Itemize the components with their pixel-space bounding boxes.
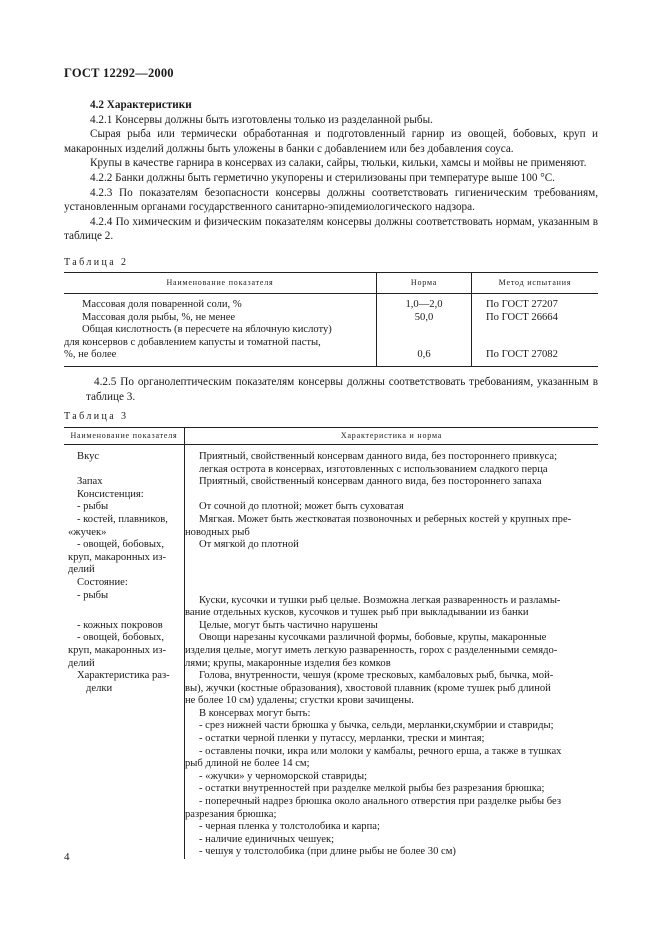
table-row — [64, 324, 598, 366]
paragraph: 4.2.2 Банки должны быть герметично укупорены и стерилизованы при температуре выше 100 °С. — [90, 171, 555, 184]
row-value — [185, 632, 599, 670]
table-header: Норма — [377, 273, 472, 294]
cell-line: круп, макаронных из- — [68, 551, 166, 563]
cell-line: %, не более — [64, 349, 117, 361]
table-2-caption: Таблица 2 — [64, 257, 129, 268]
list-item: - «жучки» у черноморской ставриды; — [199, 770, 368, 782]
table-cell: 50,0 — [377, 312, 472, 325]
table-row — [64, 632, 598, 670]
paragraph: Сырая рыба или термически обработанная и подготовленный гарнир из овощей, бобовых, круп и макаронных изделий должны быть уложены в банки с добавлением или без добавления соуса. — [64, 128, 598, 155]
section-title: 4.2 Характеристики — [90, 99, 192, 111]
table-header: Наименование показателя — [64, 273, 377, 294]
cell-line: лями; крупы, макаронные изделия без комков — [185, 657, 391, 669]
cell-line: Консистенция: — [77, 488, 144, 500]
table-cell: По ГОСТ 26664 — [472, 312, 599, 325]
cell-line: Приятный, свойственный консервам данного вида, без постороннего привкуса; — [199, 451, 558, 462]
table-row — [64, 476, 598, 501]
cell-line: - овощей, бобовых, — [77, 539, 164, 551]
table-cell: 1,0—2,0 — [377, 294, 472, 312]
row-label: Вкус — [77, 451, 100, 462]
cell-line: не более 10 см) удалены; сгустки крови зачищены. — [185, 695, 414, 707]
cell-line: Общая кислотность (в пересчете на яблочную кислоту) — [82, 324, 332, 336]
paragraph: 4.2.5 По органолептическим показателям консервы должны соответствовать требованиям, указанным в таблице 3. — [86, 376, 598, 403]
list-item: - чешуя у толстолобика (при длине рыбы не более 30 см) — [199, 846, 456, 858]
table-cell: 0,6 — [377, 324, 472, 366]
row-label — [64, 514, 185, 539]
document-id: ГОСТ 12292—2000 — [64, 66, 174, 80]
row-label: - рыбы — [77, 589, 109, 601]
table-cell: Массовая доля поваренной соли, % — [82, 299, 242, 310]
paragraph: 4.2.3 По показателям безопасности консервы должны соответствовать гигиеническим требованиям, установленным органами государственного санитарно-эпидемиологического надзора. — [64, 186, 598, 214]
cell-line: «жучек» — [68, 526, 107, 538]
row-value: Приятный, свойственный консервам данного вида, без постороннего запаха — [185, 476, 599, 501]
table-row — [64, 501, 598, 514]
cell-line: вание отдельных кусков, кусочков и тушек рыб при выкладывании из банки — [185, 607, 529, 619]
list-item: - поперечный надрез брюшка около анального отверстия при разделке рыбы без — [199, 796, 562, 808]
table-header: Характеристика и норма — [185, 428, 599, 445]
cell-line: Характеристика раз- — [77, 670, 170, 682]
paragraph: 4.2.4 По химическим и физическим показателям консервы должны соответствовать нормам, указанным в таблице 2. — [64, 215, 598, 243]
cell-line: - костей, плавников, — [77, 513, 168, 525]
row-value — [185, 445, 599, 477]
table-row — [64, 445, 598, 477]
table-cell: По ГОСТ 27082 — [472, 324, 599, 366]
table-3-caption: Таблица 3 — [64, 411, 129, 422]
row-label — [64, 539, 185, 589]
table-row — [64, 539, 598, 589]
table-row — [64, 312, 598, 325]
table-row — [64, 514, 598, 539]
table-row — [64, 620, 598, 633]
page-number: 4 — [64, 851, 70, 863]
table-header: Метод испытания — [472, 273, 599, 294]
row-label: - кожных покровов — [77, 619, 163, 631]
section-text — [64, 98, 598, 244]
row-value: От сочной до плотной; может быть суховатая — [185, 501, 599, 514]
list-item-cont: рыб длиной не более 14 см; — [185, 758, 310, 770]
cell-line: Мягкая. Может быть жестковатая позвоночных и реберных костей у крупных пре- — [199, 513, 572, 525]
cell-line: делий — [68, 564, 95, 576]
row-label — [64, 632, 185, 670]
cell-line: вы), жучки (костные образования), хвостовой плавник (кроме тушек рыб длиной — [185, 682, 551, 694]
cell-line: для консервов с добавлением капусты и томатной пасты, — [64, 336, 321, 348]
table-row — [64, 670, 598, 859]
list-item: - остатки внутренностей при разделке мелкой рыбы без разрезания брюшка; — [199, 783, 545, 795]
table-row — [64, 590, 598, 620]
row-label: - рыбы — [77, 501, 109, 513]
row-value: Целые, могут быть частично нарушены — [185, 620, 599, 633]
paragraph-425 — [64, 375, 598, 404]
row-value: От мягкой до плотной — [185, 539, 599, 589]
table-cell: Массовая доля рыбы, %, не менее — [82, 311, 236, 323]
row-label — [64, 476, 185, 501]
cell-line: круп, макаронных из- — [68, 644, 166, 656]
paragraph: 4.2.1 Консервы должны быть изготовлены только из разделанной рыбы. — [90, 113, 433, 126]
list-item: - наличие единичных чешуек; — [199, 833, 335, 845]
table-cell: По ГОСТ 27207 — [472, 294, 599, 312]
cell-line: новодных рыб — [185, 526, 250, 538]
list-item: - остатки черной пленки у путассу, мерланки, трески и минтая; — [199, 733, 485, 745]
row-label — [64, 670, 185, 859]
cell-line: делий — [68, 657, 95, 669]
cell-line: делки — [86, 682, 113, 694]
list-item: - черная пленка у толстолобика и карпа; — [199, 821, 380, 833]
table-row — [64, 294, 598, 312]
row-value — [185, 670, 599, 859]
cell-line: изделия целые, могут иметь легкую разваренность, горох с разделенными семядо- — [185, 644, 558, 656]
table-3 — [64, 427, 598, 859]
list-item-cont: разрезания брюшка; — [185, 808, 277, 820]
table-header: Наименование показателя — [64, 428, 185, 445]
cell-line: Куски, кусочки и тушки рыб целые. Возможна легкая разваренность и разламы- — [199, 594, 561, 606]
cell-line: Голова, внутренности, чешуя (кроме тресковых, камбаловых рыб, бычка, мой- — [199, 670, 554, 682]
table-2 — [64, 272, 598, 367]
cell-line: В консервах могут быть: — [199, 707, 311, 719]
row-value — [185, 514, 599, 539]
cell-line: - овощей, бобовых, — [77, 632, 164, 644]
cell-line: Запах — [77, 476, 103, 488]
cell-line: Состояние: — [77, 576, 128, 588]
cell-line: легкая острота в консервах, изготовленных с использованием сладкого перца — [199, 463, 548, 475]
list-item: - срез нижней части брюшка у бычка, сельди, мерланки,скумбрии и ставриды; — [199, 720, 554, 732]
table-cell — [64, 324, 377, 366]
list-item: - оставлены почки, икра или молоки у камбалы, речного ерша, а также в тушках — [199, 745, 562, 757]
row-value — [185, 590, 599, 620]
cell-line: Овощи нарезаны кусочками различной формы, бобовые, крупы, макаронные — [199, 632, 547, 644]
paragraph: Крупы в качестве гарнира в консервах из салаки, сайры, тюльки, кильки, хамсы и мойвы не применяют. — [90, 157, 587, 170]
